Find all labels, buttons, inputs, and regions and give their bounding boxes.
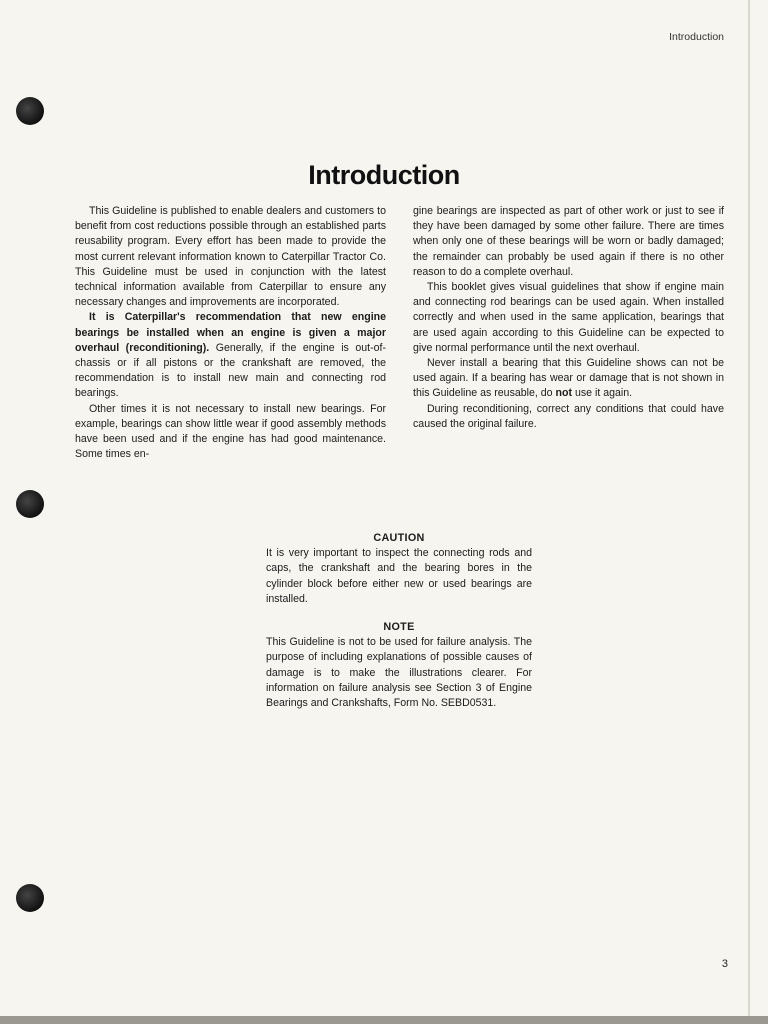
bold-word: not	[555, 387, 572, 400]
paragraph: gine bearings are inspected as part of other work or just to see if they have been damaged by some other failure. There are times when only one of these bearings will be worn or badly damaged; the remainder can probably be used again if there is no other reason to do a complete overhaul.	[413, 205, 724, 278]
page-number: 3	[721, 958, 728, 970]
punch-hole-middle	[16, 490, 44, 518]
paragraph	[413, 356, 724, 402]
paragraph-text: use it again.	[572, 387, 633, 400]
paragraph: Other times it is not necessary to install new bearings. For example, bearings can show little wear if good assembly methods have been used and if the engine has had good maintenance. Some times en-	[75, 402, 386, 461]
note-heading: NOTE	[383, 621, 415, 633]
paragraph: This Guideline is published to enable dealers and customers to benefit from cost reductions possible through an established parts reusability program. Every effort has been made to provide the most current relevant information known to Caterpillar Tractor Co. This Guideline must be used in conjunction with the latest technical information available from Caterpillar to ensure any necessary changes and improvements are incorporated.	[75, 205, 386, 309]
paragraph: During reconditioning, correct any conditions that could have caused the original failure.	[413, 402, 724, 430]
note-block	[266, 620, 532, 711]
left-column	[75, 204, 386, 462]
paragraph-text: Generally, if the engine is out-of-chassis or if all pistons or the crankshaft are removed, the recommendation is to install new main and connecting rod bearings.	[75, 341, 386, 400]
paragraph: This booklet gives visual guidelines that show if engine main and connecting rod bearings can be used again. When installed correctly and when used in the same application, bearings that are used again according to this Guideline can be expected to give normal performance until the next overhaul.	[413, 281, 724, 354]
page-edge	[748, 0, 750, 1024]
page-title: Introduction	[308, 160, 460, 190]
bold-recommendation: It is Caterpillar's recommendation that new engine bearings be installed when an engine is given a major overhaul (reconditioning).	[75, 311, 386, 354]
paragraph	[75, 310, 386, 401]
caution-block	[266, 531, 532, 607]
paragraph-text: Never install a bearing that this Guideline shows can not be used again. If a bearing has wear or damage that is not shown in this Guideline as reusable, do	[413, 357, 724, 400]
caution-heading: CAUTION	[373, 532, 425, 544]
caution-text: It is very important to inspect the connecting rods and caps, the crankshaft and the bearing bores in the cylinder block before either new or used bearings are installed.	[266, 547, 532, 605]
right-column	[413, 204, 724, 432]
page-bottom-edge	[0, 1016, 768, 1024]
punch-hole-top	[16, 97, 44, 125]
running-head: Introduction	[669, 31, 724, 43]
punch-hole-bottom	[16, 884, 44, 912]
note-text: This Guideline is not to be used for failure analysis. The purpose of including explanations of possible causes of damage is to make the illustrations clearer. For information on failure analysis see Section 3 of Engine Bearings and Crankshafts, Form No. SEBD0531.	[266, 636, 532, 710]
